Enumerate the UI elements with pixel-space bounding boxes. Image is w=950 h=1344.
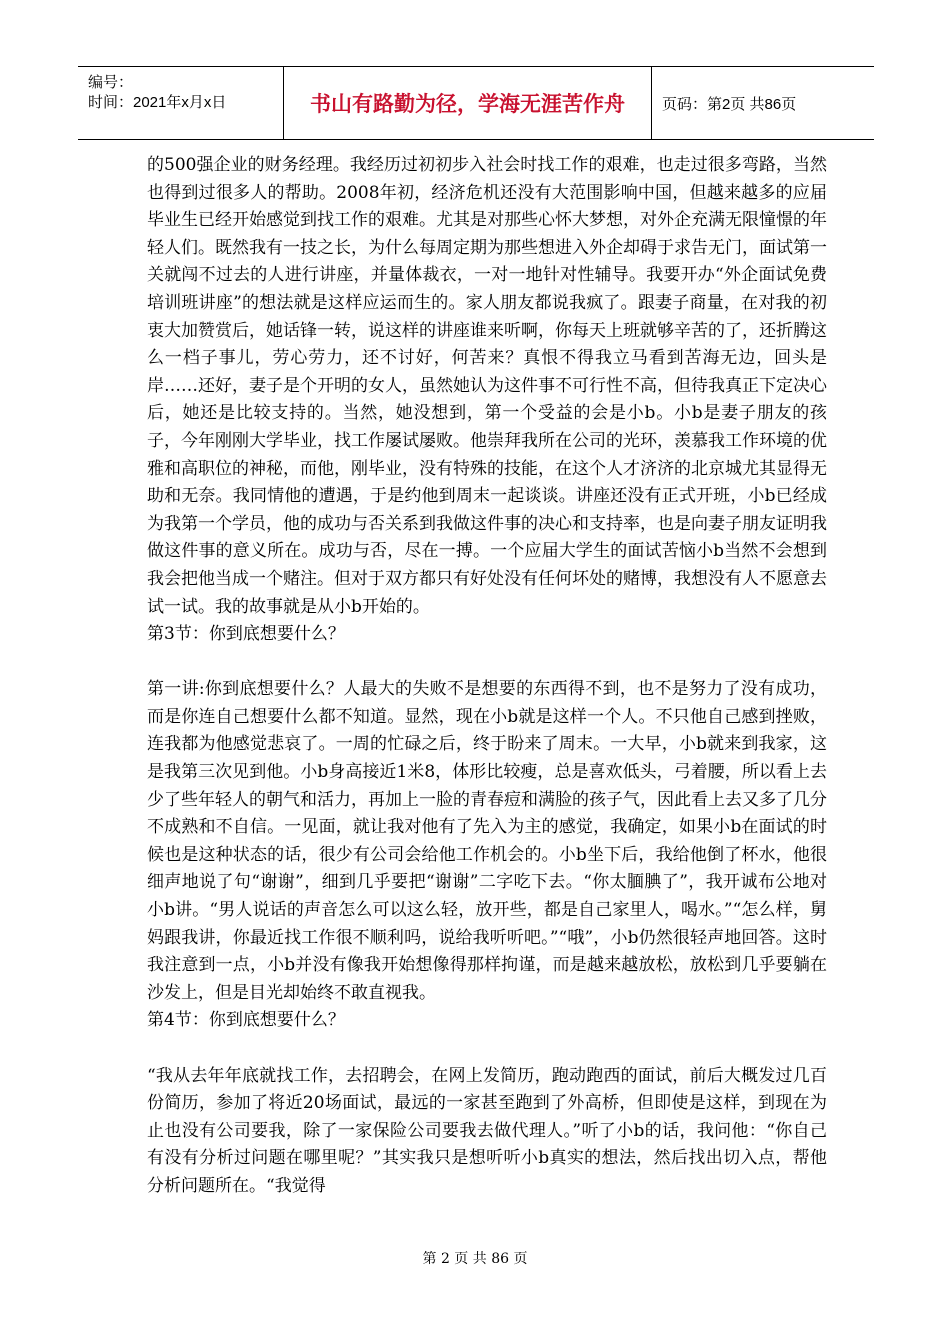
blank-line xyxy=(147,649,827,677)
blank-line xyxy=(147,1035,827,1063)
document-body xyxy=(147,152,827,1201)
section-heading: 第3节：你到底想要什么？ xyxy=(147,624,345,645)
page-footer: 第 2 页 共 86 页 xyxy=(422,1251,528,1267)
page-info: 页码：第2页 共86页 xyxy=(662,95,797,113)
section-heading: 第4节：你到底想要什么？ xyxy=(147,1010,345,1031)
motto-title: 书山有路勤为径，学海无涯苦作舟 xyxy=(284,67,652,139)
header-table xyxy=(78,66,874,140)
serial-number-label: 编号： xyxy=(88,74,134,91)
paragraph: 的500强企业的财务经理。我经历过初初步入社会时找工作的艰难，也走过很多弯路，当然也得到过很多人的帮助。2008年初，经济危机还没有大范围影响中国，但越来越多的应届毕业生已经开始感觉到找工作的艰难。尤其是对那些心怀大梦想，对外企充满无限憧憬的年轻人们。既然我有一技之长，为什么每周定期为那些想进入外企却碍于求告无门，面试第一关就闯不过去的人进行讲座，并量体裁衣，一对一地针对性辅导。我要开办“外企面试免费培训班讲座”的想法就是这样应运而生的。家人朋友都说我疯了。跟妻子商量，在对我的初衷大加赞赏后，她话锋一转，说这样的讲座谁来听啊，你每天上班就够辛苦的了，还折腾这么一档子事儿，劳心劳力，还不讨好，何苦来？真恨不得我立马看到苦海无边，回头是岸……还好，妻子是个开明的女人，虽然她认为这件事不可行性不高，但待我真正下定决心后，她还是比较支持的。当然，她没想到，第一个受益的会是小b。小b是妻子朋友的孩子，今年刚刚大学毕业，找工作屡试屡败。他崇拜我所在公司的光环，羡慕我工作环境的优雅和高职位的神秘，而他，刚毕业，没有特殊的技能，在这个人才济济的北京城尤其显得无助和无奈。我同情他的遭遇，于是约他到周末一起谈谈。讲座还没有正式开班，小b已经成为我第一个学员，他的成功与否关系到我做这件事的决心和支持率，也是向妻子朋友证明我做这件事的意义所在。成功与否，尽在一搏。一个应届大学生的面试苦恼小b当然不会想到我会把他当成一个赌注。但对于双方都只有好处没有任何坏处的赌博，我想没有人不愿意去试一试。我的故事就是从小b开始的。 xyxy=(147,155,827,617)
paragraph: “我从去年年底就找工作，去招聘会，在网上发简历，跑动跑西的面试，前后大概发过几百份简历，参加了将近20场面试，最远的一家甚至跑到了外高桥，但即使是这样，到现在为止也没有公司要我，除了一家保险公司要我去做代理人。”听了小b的话，我问他：“你自己有没有分析过问题在哪里呢？”其实我只是想听听小b真实的想法，然后找出切入点，帮他分析问题所在。“我觉得 xyxy=(147,1065,827,1196)
header-left-cell xyxy=(78,67,284,139)
paragraph: 第一讲:你到底想要什么？人最大的失败不是想要的东西得不到，也不是努力了没有成功，而是你连自己想要什么都不知道。显然，现在小b就是这样一个人。不只他自己感到挫败，连我都为他感觉悲哀了。一周的忙碌之后，终于盼来了周末。一大早，小b就来到我家，这是我第三次见到他。小b身高接近1米8，体形比较瘦，总是喜欢低头，弓着腰，所以看上去少了些年轻人的朝气和活力，再加上一脸的青春痘和满脸的孩子气，因此看上去又多了几分不成熟和不自信。一见面，就让我对他有了先入为主的感觉，我确定，如果小b在面试的时候也是这种状态的话，很少有公司会给他工作机会的。小b坐下后，我给他倒了杯水，他很细声地说了句“谢谢”，细到几乎要把“谢谢”二字吃下去。“你太腼腆了”，我开诚布公地对小b讲。“男人说话的声音怎么可以这么轻，放开些，都是自己家里人，喝水。”“怎么样，舅妈跟我讲，你最近找工作很不顺利吗，说给我听听吧。”“哦”，小b仍然很轻声地回答。这时我注意到一点，小b并没有像我开始想像得那样拘谨，而是越来越放松，放松到几乎要躺在沙发上，但是目光却始终不敢直视我。 xyxy=(147,679,827,1003)
time-label: 时间：2021年x月x日 xyxy=(88,94,227,111)
